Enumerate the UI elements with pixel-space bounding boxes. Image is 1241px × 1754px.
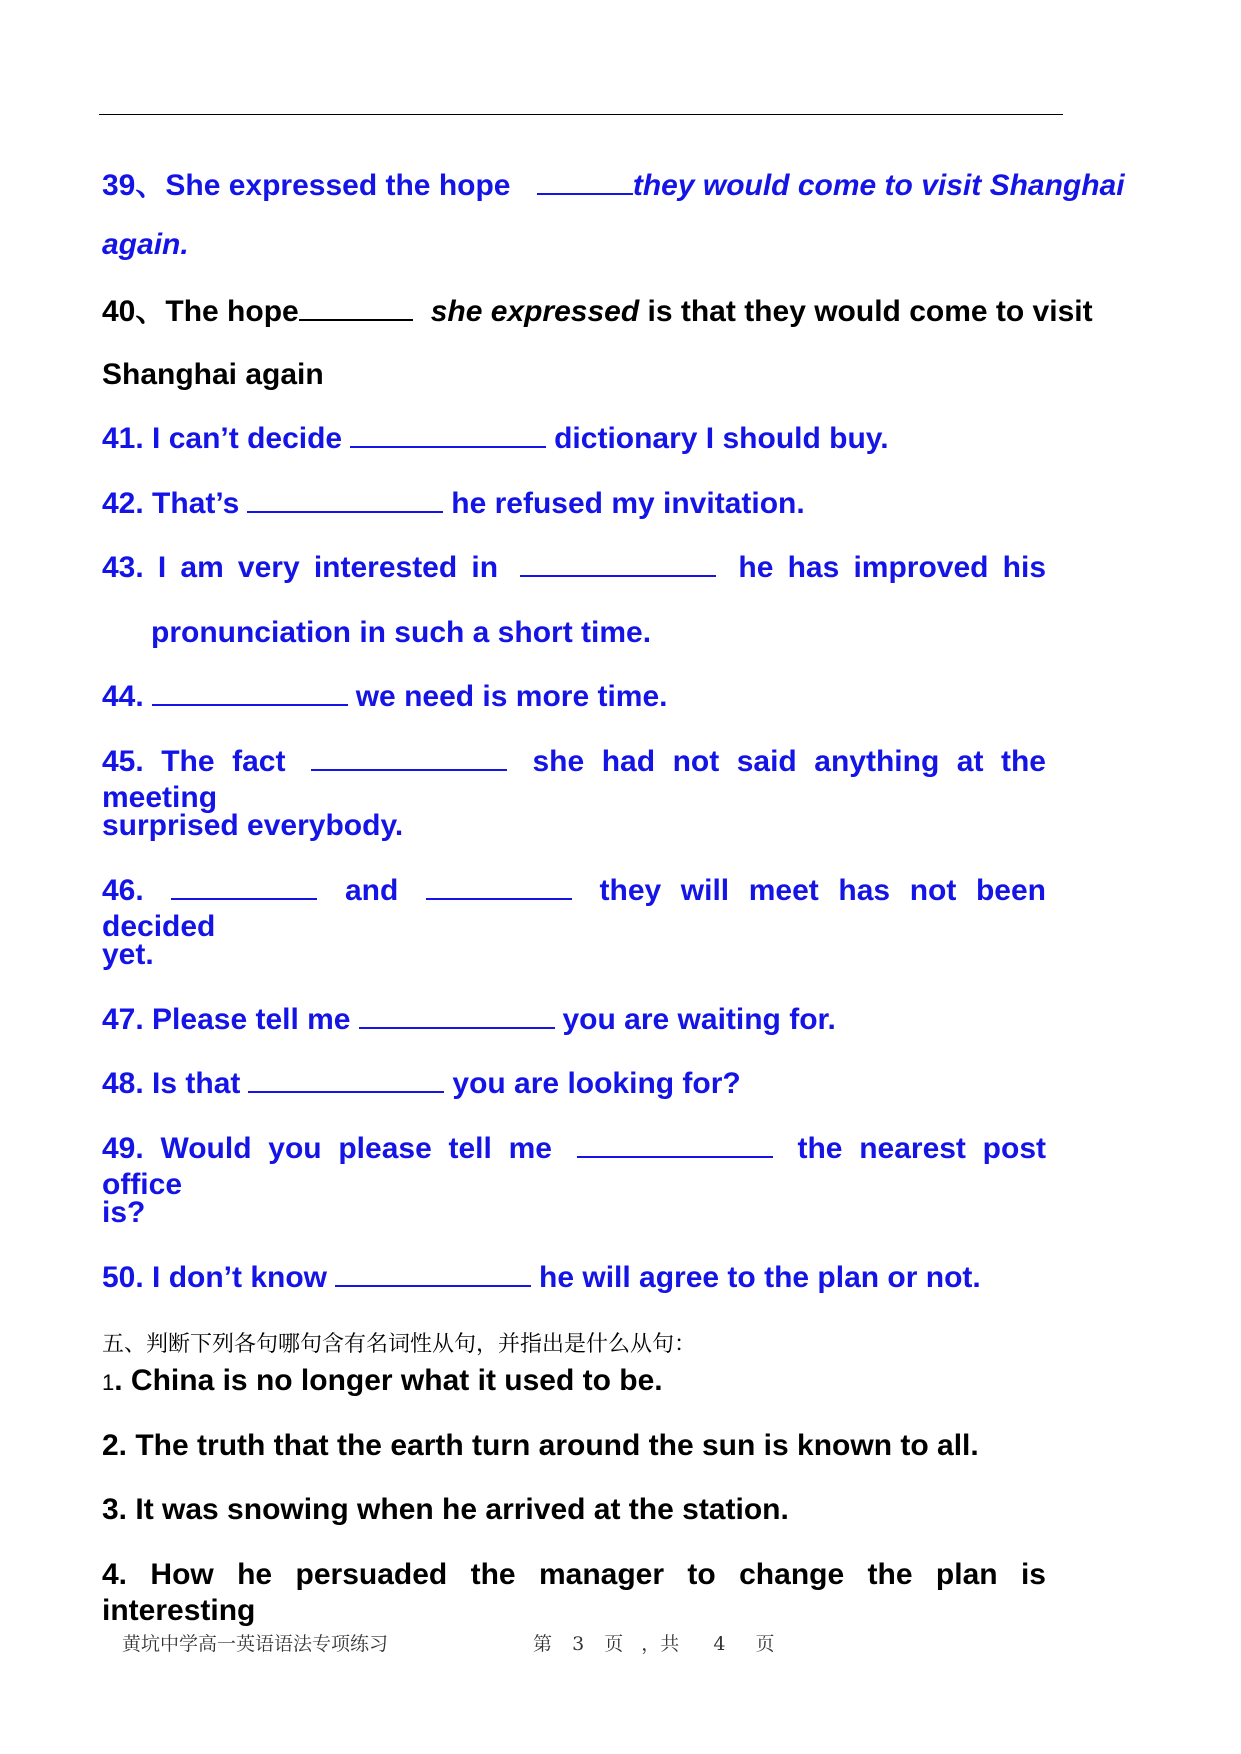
- question-47: [102, 1002, 1062, 1038]
- question-49: [102, 1131, 1046, 1203]
- q45-blank: [311, 745, 507, 771]
- question-39: [102, 168, 1125, 204]
- sentence-3: [102, 1492, 1062, 1528]
- sentence-1-text: . China is no longer what it used to be.: [114, 1364, 663, 1397]
- q40-stem: 40、The hope: [102, 295, 299, 328]
- q40-blank: [299, 295, 413, 321]
- q47-rest: you are waiting for.: [562, 1003, 836, 1036]
- q49-stem: 49. Would you please tell me: [102, 1132, 552, 1165]
- footer-page-prefix: 第: [533, 1633, 553, 1655]
- q46-blank-2: [426, 874, 572, 900]
- footer-page-info: [533, 1632, 774, 1656]
- q49-blank: [577, 1132, 773, 1158]
- footer-page-number: 3: [572, 1633, 585, 1655]
- question-46: [102, 873, 1046, 945]
- question-44: [102, 679, 1062, 715]
- q48-blank: [248, 1067, 444, 1093]
- q42-rest: he refused my invitation.: [451, 487, 805, 520]
- q41-blank: [350, 422, 546, 448]
- sentence-3-text: 3. It was snowing when he arrived at the station.: [102, 1493, 789, 1526]
- question-41: [102, 421, 1062, 457]
- q45-tail: surprised everybody.: [102, 809, 404, 842]
- q42-stem: 42. That’s: [102, 487, 240, 520]
- q44-blank: [152, 680, 348, 706]
- question-43-cont: [151, 615, 1111, 651]
- sentence-4: [102, 1557, 1046, 1629]
- question-45-cont: [102, 808, 1062, 844]
- q41-rest: dictionary I should buy.: [554, 422, 889, 455]
- q39-answer: they would come to visit Shanghai: [632, 169, 1125, 202]
- q47-blank: [359, 1003, 555, 1029]
- q44-rest: we need is more time.: [355, 680, 668, 713]
- question-43: [102, 550, 1046, 586]
- q39-blank: [537, 169, 633, 195]
- footer-total-suffix: 页: [755, 1633, 775, 1655]
- q49-rest: the nearest post office: [102, 1132, 1046, 1201]
- question-40-cont: [102, 357, 1062, 393]
- footer-total-pages: 4: [713, 1633, 726, 1655]
- q41-stem: 41. I can’t decide: [102, 422, 343, 455]
- q46-tail: yet.: [102, 938, 154, 971]
- footer-separator: ，共: [641, 1633, 680, 1655]
- q40-tail: Shanghai again: [102, 358, 324, 391]
- q46-blank-1: [171, 874, 317, 900]
- footer-page-suffix: 页: [604, 1633, 624, 1655]
- footer-title: 黄坑中学高一英语语法专项练习: [122, 1633, 389, 1655]
- q50-rest: he will agree to the plan or not.: [539, 1261, 981, 1294]
- question-42: [102, 486, 1062, 522]
- question-49-cont: [102, 1195, 1062, 1231]
- q48-stem: 48. Is that: [102, 1067, 241, 1100]
- sentence-2: [102, 1428, 1062, 1464]
- sentence-2-text: 2. The truth that the earth turn around the sun is known to all.: [102, 1429, 979, 1462]
- q43-rest: he has improved his: [738, 551, 1047, 584]
- question-40: [102, 294, 1093, 330]
- sentence-1-number: 1: [102, 1370, 115, 1395]
- q43-blank: [520, 551, 716, 577]
- q46-rest: they will meet has not been decided: [102, 874, 1046, 943]
- question-39-cont: [102, 227, 1062, 263]
- q42-blank: [247, 487, 443, 513]
- q43-tail: pronunciation in such a short time.: [151, 616, 652, 649]
- question-48: [102, 1066, 1062, 1102]
- question-46-cont: [102, 937, 1062, 973]
- section-5-heading: 五、判断下列各句哪句含有名词性从句，并指出是什么从句：: [102, 1332, 697, 1357]
- q49-tail: is?: [102, 1196, 146, 1229]
- q50-blank: [335, 1261, 531, 1287]
- q44-stem: 44.: [102, 680, 144, 713]
- q40-italic: she expressed: [430, 295, 640, 328]
- question-45: [102, 744, 1046, 816]
- q40-rest: is that they would come to visit: [647, 295, 1093, 328]
- q48-rest: you are looking for?: [452, 1067, 741, 1100]
- q45-stem: 45. The fact: [102, 745, 286, 778]
- question-50: [102, 1260, 1062, 1296]
- q39-tail: again.: [102, 228, 189, 261]
- q43-stem: 43. I am very interested in: [102, 551, 499, 584]
- sentence-1: [102, 1363, 1062, 1401]
- header-rule: [99, 114, 1063, 115]
- q39-stem: 39、She expressed the hope: [102, 169, 511, 202]
- q46-and: and: [344, 874, 399, 907]
- q45-rest: she had not said anything at the meeting: [102, 745, 1046, 814]
- q46-stem: 46.: [102, 874, 144, 907]
- q50-stem: 50. I don’t know: [102, 1261, 328, 1294]
- sentence-4-text: 4. How he persuaded the manager to change the plan is interesting: [102, 1558, 1046, 1627]
- q47-stem: 47. Please tell me: [102, 1003, 351, 1036]
